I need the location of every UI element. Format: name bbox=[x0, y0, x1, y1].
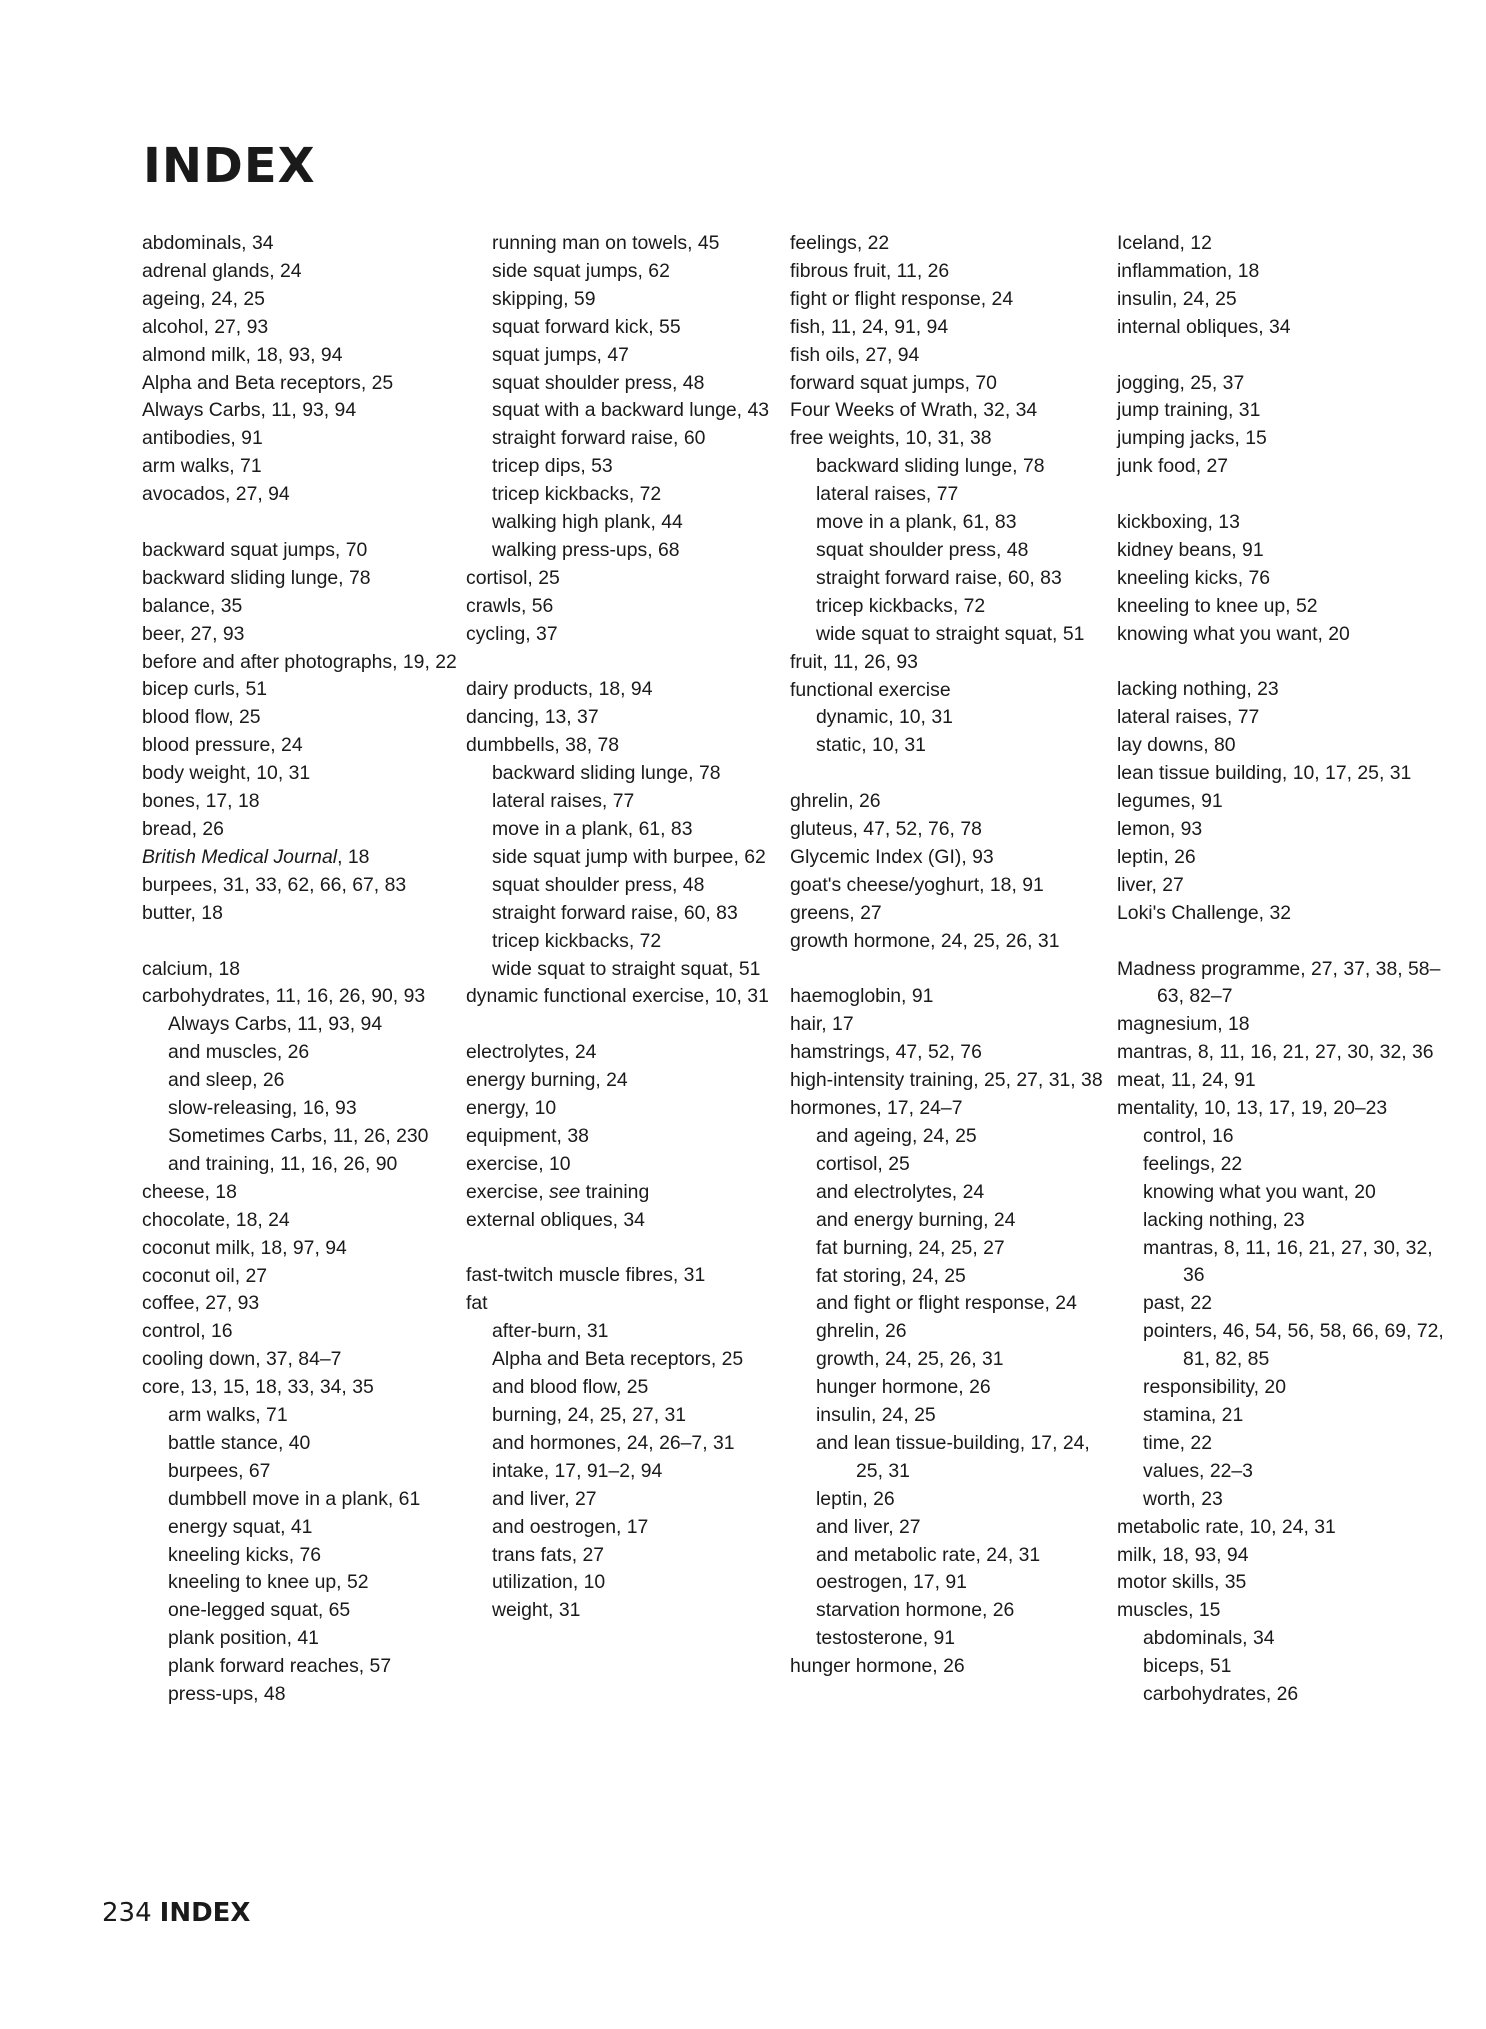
index-entry: legumes, 91 bbox=[1117, 790, 1223, 813]
index-subentry: and oestrogen, 17 bbox=[492, 1515, 649, 1538]
index-subentry: squat jumps, 47 bbox=[492, 343, 629, 366]
index-entry: coconut oil, 27 bbox=[142, 1264, 268, 1287]
index-subentry: and lean tissue-building, 17, 24, 25, 31 bbox=[816, 1431, 1090, 1482]
index-subentry: straight forward raise, 60 bbox=[492, 427, 706, 450]
index-subentry: hunger hormone, 26 bbox=[816, 1376, 991, 1399]
index-entry: motor skills, 35 bbox=[1117, 1571, 1247, 1594]
index-subentry: and liver, 27 bbox=[816, 1515, 921, 1538]
index-entry: Madness programme, 27, 37, 38, 58–63, 82–7 bbox=[1117, 957, 1441, 1008]
index-entry: cooling down, 37, 84–7 bbox=[142, 1348, 342, 1371]
page-footer bbox=[102, 1898, 250, 1928]
index-entry: energy, 10 bbox=[466, 1097, 557, 1120]
index-entry: crawls, 56 bbox=[466, 594, 554, 617]
index-subentry: ghrelin, 26 bbox=[816, 1320, 907, 1343]
index-column-4 bbox=[1117, 230, 1447, 1709]
index-entry: Always Carbs, 11, 93, 94 bbox=[142, 399, 357, 422]
index-entry: Iceland, 12 bbox=[1117, 232, 1212, 254]
index-subentry: backward sliding lunge, 78 bbox=[492, 762, 721, 785]
index-entry: lacking nothing, 23 bbox=[1117, 678, 1279, 701]
index-subentry: move in a plank, 61, 83 bbox=[492, 818, 693, 841]
index-entry: exercise, 10 bbox=[466, 1152, 571, 1175]
index-entry: hormones, 17, 24–7 bbox=[790, 1097, 963, 1120]
index-subentry: lacking nothing, 23 bbox=[1143, 1208, 1305, 1231]
index-entry: inflammation, 18 bbox=[1117, 259, 1260, 282]
index-entry: bones, 17, 18 bbox=[142, 790, 260, 813]
index-subentry: responsibility, 20 bbox=[1143, 1376, 1286, 1399]
index-subentry: straight forward raise, 60, 83 bbox=[492, 901, 738, 924]
section-gap bbox=[466, 649, 796, 677]
index-entry: magnesium, 18 bbox=[1117, 1013, 1250, 1036]
index-subentry: tricep kickbacks, 72 bbox=[492, 929, 662, 952]
index-entry: backward squat jumps, 70 bbox=[142, 538, 368, 561]
index-entry: liver, 27 bbox=[1117, 873, 1184, 896]
index-entry: blood flow, 25 bbox=[142, 706, 261, 729]
index-subentry: stamina, 21 bbox=[1143, 1404, 1244, 1426]
index-entry: adrenal glands, 24 bbox=[142, 259, 302, 282]
index-subentry: values, 22–3 bbox=[1143, 1459, 1253, 1482]
index-entry: lemon, 93 bbox=[1117, 817, 1203, 840]
index-subentry: growth, 24, 25, 26, 31 bbox=[816, 1348, 1004, 1371]
index-entry: bread, 26 bbox=[142, 818, 224, 841]
index-subentry: one-legged squat, 65 bbox=[168, 1599, 351, 1622]
index-entry: insulin, 24, 25 bbox=[1117, 287, 1237, 310]
index-entry: Glycemic Index (GI), 93 bbox=[790, 845, 994, 868]
index-entry: goat's cheese/yoghurt, 18, 91 bbox=[790, 873, 1044, 896]
index-entry: fish oils, 27, 94 bbox=[790, 343, 920, 366]
index-subentry: insulin, 24, 25 bbox=[816, 1404, 936, 1427]
index-entry: haemoglobin, 91 bbox=[790, 985, 934, 1008]
index-entry: energy burning, 24 bbox=[466, 1069, 628, 1092]
index-subentry: and ageing, 24, 25 bbox=[816, 1124, 977, 1147]
index-subentry: and hormones, 24, 26–7, 31 bbox=[492, 1431, 735, 1454]
index-entry: growth hormone, 24, 25, 26, 31 bbox=[790, 929, 1060, 952]
index-column-3 bbox=[790, 230, 1120, 1681]
index-entry: exercise, see training bbox=[466, 1180, 650, 1203]
index-entry: forward squat jumps, 70 bbox=[790, 371, 997, 394]
index-entry: burpees, 31, 33, 62, 66, 67, 83 bbox=[142, 873, 407, 896]
index-subentry: tricep kickbacks, 72 bbox=[492, 483, 662, 506]
index-subentry: straight forward raise, 60, 83 bbox=[816, 566, 1062, 589]
index-subentry: fat burning, 24, 25, 27 bbox=[816, 1236, 1005, 1259]
index-subentry: lateral raises, 77 bbox=[492, 790, 635, 813]
index-entry: arm walks, 71 bbox=[142, 455, 262, 478]
index-subentry: burpees, 67 bbox=[168, 1459, 271, 1482]
index-entry: milk, 18, 93, 94 bbox=[1117, 1543, 1249, 1566]
index-entry: cortisol, 25 bbox=[466, 566, 560, 589]
index-entry: metabolic rate, 10, 24, 31 bbox=[1117, 1515, 1336, 1538]
index-entry: kneeling to knee up, 52 bbox=[1117, 594, 1318, 617]
index-entry: jumping jacks, 15 bbox=[1117, 427, 1267, 450]
section-gap bbox=[466, 1235, 796, 1263]
index-subentry: squat shoulder press, 48 bbox=[492, 873, 705, 896]
index-entry: antibodies, 91 bbox=[142, 427, 263, 450]
index-entry: dumbbells, 38, 78 bbox=[466, 734, 620, 757]
index-subentry: press-ups, 48 bbox=[168, 1683, 286, 1706]
index-subentry: and fight or flight response, 24 bbox=[816, 1292, 1077, 1315]
index-entry: high-intensity training, 25, 27, 31, 38 bbox=[790, 1069, 1103, 1092]
index-subentry: skipping, 59 bbox=[492, 287, 596, 310]
index-entry: fat bbox=[466, 1292, 488, 1315]
index-entry: muscles, 15 bbox=[1117, 1599, 1221, 1622]
index-subentry: and liver, 27 bbox=[492, 1487, 597, 1510]
index-subentry: wide squat to straight squat, 51 bbox=[816, 622, 1085, 645]
index-entry: electrolytes, 24 bbox=[466, 1041, 597, 1064]
index-subentry: testosterone, 91 bbox=[816, 1627, 956, 1650]
index-entry: British Medical Journal, 18 bbox=[142, 845, 370, 868]
index-subentry: side squat jumps, 62 bbox=[492, 259, 670, 282]
index-subentry: and electrolytes, 24 bbox=[816, 1180, 985, 1203]
index-entry: carbohydrates, 11, 16, 26, 90, 93 bbox=[142, 985, 426, 1008]
index-entry: kickboxing, 13 bbox=[1117, 511, 1240, 534]
section-gap bbox=[1117, 928, 1447, 956]
index-subentry: plank forward reaches, 57 bbox=[168, 1655, 392, 1678]
index-entry: hunger hormone, 26 bbox=[790, 1655, 965, 1678]
index-subentry: side squat jump with burpee, 62 bbox=[492, 845, 766, 868]
index-entry: body weight, 10, 31 bbox=[142, 762, 311, 785]
index-subentry: mantras, 8, 11, 16, 21, 27, 30, 32, 36 bbox=[1143, 1236, 1433, 1287]
index-entry: dynamic functional exercise, 10, 31 bbox=[466, 985, 769, 1008]
index-subentry: and metabolic rate, 24, 31 bbox=[816, 1543, 1041, 1566]
index-entry: balance, 35 bbox=[142, 594, 243, 617]
index-entry: fast-twitch muscle fibres, 31 bbox=[466, 1264, 706, 1287]
index-subentry: intake, 17, 91–2, 94 bbox=[492, 1459, 663, 1482]
index-entry: coconut milk, 18, 97, 94 bbox=[142, 1236, 347, 1259]
section-gap bbox=[790, 956, 1120, 984]
index-entry: hamstrings, 47, 52, 76 bbox=[790, 1041, 982, 1064]
index-entry: ghrelin, 26 bbox=[790, 790, 881, 813]
index-subentry: squat shoulder press, 48 bbox=[816, 538, 1029, 561]
index-entry: hair, 17 bbox=[790, 1013, 854, 1036]
index-subentry: lateral raises, 77 bbox=[816, 483, 959, 506]
section-gap bbox=[1117, 481, 1447, 509]
index-entry: alcohol, 27, 93 bbox=[142, 315, 269, 338]
index-column-2 bbox=[466, 230, 796, 1625]
index-subentry: biceps, 51 bbox=[1143, 1655, 1232, 1678]
index-entry: knowing what you want, 20 bbox=[1117, 622, 1350, 645]
index-subentry: time, 22 bbox=[1143, 1431, 1212, 1454]
index-entry: butter, 18 bbox=[142, 901, 223, 924]
index-subentry: cortisol, 25 bbox=[816, 1152, 910, 1175]
index-entry: lay downs, 80 bbox=[1117, 734, 1236, 757]
index-subentry: carbohydrates, 26 bbox=[1143, 1683, 1299, 1706]
index-entry: equipment, 38 bbox=[466, 1124, 589, 1147]
section-gap bbox=[790, 760, 1120, 788]
index-subentry: worth, 23 bbox=[1143, 1487, 1223, 1510]
index-subentry: kneeling to knee up, 52 bbox=[168, 1571, 369, 1594]
index-entry: feelings, 22 bbox=[790, 232, 890, 254]
index-entry: mentality, 10, 13, 17, 19, 20–23 bbox=[1117, 1097, 1388, 1120]
index-subentry: plank position, 41 bbox=[168, 1627, 319, 1650]
index-entry: functional exercise bbox=[790, 678, 951, 701]
index-entry: fibrous fruit, 11, 26 bbox=[790, 259, 950, 282]
index-subentry: leptin, 26 bbox=[816, 1487, 895, 1510]
index-entry: cheese, 18 bbox=[142, 1180, 237, 1203]
index-entry: Alpha and Beta receptors, 25 bbox=[142, 371, 394, 394]
index-subentry: slow-releasing, 16, 93 bbox=[168, 1097, 357, 1120]
page-number: 234 bbox=[102, 1898, 152, 1928]
index-entry: kneeling kicks, 76 bbox=[1117, 566, 1271, 589]
footer-label: INDEX bbox=[159, 1898, 251, 1928]
index-entry: jogging, 25, 37 bbox=[1117, 371, 1245, 394]
index-entry: control, 16 bbox=[142, 1320, 233, 1343]
section-gap bbox=[142, 509, 472, 537]
index-subentry: abdominals, 34 bbox=[1143, 1627, 1275, 1650]
index-entry: fruit, 11, 26, 93 bbox=[790, 650, 918, 673]
index-subentry: squat shoulder press, 48 bbox=[492, 371, 705, 394]
index-subentry: wide squat to straight squat, 51 bbox=[492, 957, 761, 980]
index-subentry: running man on towels, 45 bbox=[492, 232, 720, 254]
index-entry: almond milk, 18, 93, 94 bbox=[142, 343, 343, 366]
index-subentry: arm walks, 71 bbox=[168, 1404, 288, 1427]
index-subentry: Sometimes Carbs, 11, 26, 230 bbox=[168, 1124, 429, 1147]
section-gap bbox=[1117, 649, 1447, 677]
index-entry: jump training, 31 bbox=[1117, 399, 1261, 422]
section-gap bbox=[1117, 342, 1447, 370]
index-entry: bicep curls, 51 bbox=[142, 678, 268, 701]
index-entry: ageing, 24, 25 bbox=[142, 287, 265, 310]
index-subentry: knowing what you want, 20 bbox=[1143, 1180, 1376, 1203]
index-subentry: static, 10, 31 bbox=[816, 734, 926, 757]
index-entry: blood pressure, 24 bbox=[142, 734, 303, 757]
index-subentry: walking press-ups, 68 bbox=[492, 538, 680, 561]
index-subentry: and muscles, 26 bbox=[168, 1041, 310, 1064]
index-subentry: Alpha and Beta receptors, 25 bbox=[492, 1348, 744, 1371]
index-subentry: trans fats, 27 bbox=[492, 1543, 605, 1566]
index-subentry: kneeling kicks, 76 bbox=[168, 1543, 322, 1566]
index-subentry: dumbbell move in a plank, 61 bbox=[168, 1487, 421, 1510]
index-entry: abdominals, 34 bbox=[142, 232, 274, 254]
index-subentry: battle stance, 40 bbox=[168, 1431, 311, 1454]
index-entry: backward sliding lunge, 78 bbox=[142, 566, 371, 589]
index-subentry: oestrogen, 17, 91 bbox=[816, 1571, 967, 1594]
index-entry: lean tissue building, 10, 17, 25, 31 bbox=[1117, 762, 1412, 785]
index-subentry: after-burn, 31 bbox=[492, 1320, 609, 1343]
index-column-1 bbox=[142, 230, 472, 1709]
index-entry: calcium, 18 bbox=[142, 957, 241, 980]
index-entry: beer, 27, 93 bbox=[142, 622, 245, 645]
index-entry: coffee, 27, 93 bbox=[142, 1292, 260, 1315]
index-entry: core, 13, 15, 18, 33, 34, 35 bbox=[142, 1376, 374, 1399]
index-entry: free weights, 10, 31, 38 bbox=[790, 427, 992, 450]
index-entry: cycling, 37 bbox=[466, 622, 558, 645]
index-subentry: tricep kickbacks, 72 bbox=[816, 594, 986, 617]
index-entry: dairy products, 18, 94 bbox=[466, 678, 653, 701]
index-subentry: fat storing, 24, 25 bbox=[816, 1264, 966, 1287]
index-entry: meat, 11, 24, 91 bbox=[1117, 1069, 1256, 1092]
index-subentry: burning, 24, 25, 27, 31 bbox=[492, 1404, 687, 1427]
index-subentry: and blood flow, 25 bbox=[492, 1376, 649, 1399]
index-entry: Four Weeks of Wrath, 32, 34 bbox=[790, 399, 1038, 422]
index-entry: leptin, 26 bbox=[1117, 845, 1196, 868]
index-subentry: squat with a backward lunge, 43 bbox=[492, 399, 770, 422]
section-gap bbox=[466, 1011, 796, 1039]
index-entry: Loki's Challenge, 32 bbox=[1117, 901, 1292, 924]
index-entry: fight or flight response, 24 bbox=[790, 287, 1014, 310]
index-entry: avocados, 27, 94 bbox=[142, 483, 290, 506]
index-entry: before and after photographs, 19, 22 bbox=[142, 650, 457, 673]
section-gap bbox=[142, 928, 472, 956]
index-subentry: and training, 11, 16, 26, 90 bbox=[168, 1152, 398, 1175]
index-entry: dancing, 13, 37 bbox=[466, 706, 599, 729]
index-subentry: weight, 31 bbox=[492, 1599, 581, 1622]
index-entry: kidney beans, 91 bbox=[1117, 538, 1264, 561]
index-entry: gluteus, 47, 52, 76, 78 bbox=[790, 818, 982, 841]
index-subentry: control, 16 bbox=[1143, 1124, 1234, 1147]
index-subentry: and sleep, 26 bbox=[168, 1069, 285, 1092]
index-subentry: walking high plank, 44 bbox=[492, 511, 683, 534]
index-subentry: starvation hormone, 26 bbox=[816, 1599, 1015, 1622]
index-entry: lateral raises, 77 bbox=[1117, 706, 1260, 729]
index-subentry: feelings, 22 bbox=[1143, 1152, 1243, 1175]
index-subentry: past, 22 bbox=[1143, 1292, 1212, 1315]
index-entry: mantras, 8, 11, 16, 21, 27, 30, 32, 36 bbox=[1117, 1041, 1434, 1064]
index-subentry: pointers, 46, 54, 56, 58, 66, 69, 72, 81, 82, 85 bbox=[1143, 1320, 1444, 1371]
index-subentry: tricep dips, 53 bbox=[492, 455, 613, 478]
index-subentry: dynamic, 10, 31 bbox=[816, 706, 953, 729]
index-entry: greens, 27 bbox=[790, 901, 882, 924]
index-subentry: utilization, 10 bbox=[492, 1571, 606, 1594]
index-subentry: energy squat, 41 bbox=[168, 1515, 313, 1538]
index-subentry: backward sliding lunge, 78 bbox=[816, 455, 1045, 478]
index-subentry: squat forward kick, 55 bbox=[492, 315, 681, 338]
page-title: INDEX bbox=[143, 138, 316, 194]
index-entry: chocolate, 18, 24 bbox=[142, 1208, 290, 1231]
index-entry: fish, 11, 24, 91, 94 bbox=[790, 315, 949, 338]
index-subentry: move in a plank, 61, 83 bbox=[816, 511, 1017, 534]
index-subentry: Always Carbs, 11, 93, 94 bbox=[168, 1013, 383, 1036]
index-entry: junk food, 27 bbox=[1117, 455, 1229, 478]
index-subentry: and energy burning, 24 bbox=[816, 1208, 1016, 1231]
index-entry: internal obliques, 34 bbox=[1117, 315, 1291, 338]
index-entry: external obliques, 34 bbox=[466, 1208, 645, 1231]
